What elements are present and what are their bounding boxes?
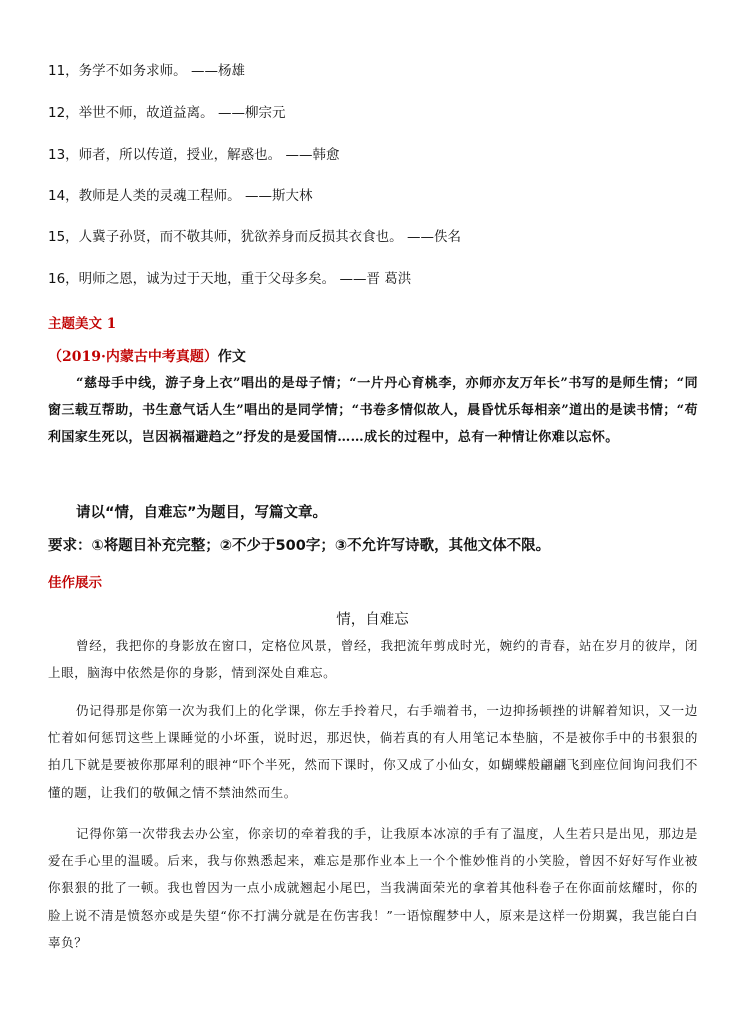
source-line <box>48 346 246 366</box>
quote-line: 13，师者，所以传道，授业，解惑也。 ——韩愈 <box>48 147 340 163</box>
section-heading: 主题美文 1 <box>48 316 117 332</box>
quote-line: 16，明师之恩，诚为过于天地，重于父母多矣。 ——晋 葛洪 <box>48 271 412 287</box>
showcase-heading: 佳作展示 <box>48 575 102 591</box>
intro-paragraph: “慈母手中线，游子身上衣”唱出的是母子情；“一片丹心育桃李，亦师亦友万年长”书写的是师生情；“同窗三载互帮助，书生意气话人生”唱出的是同学情；“书卷多情似故人，晨昏忧乐每相亲”道出的是读书情；“苟利国家生死以，岂因祸福避趋之”抒发的是爱国情……成长的过程中，总有一种情让你难以忘怀。 <box>48 376 698 445</box>
essay-paragraph: 曾经，我把你的身影放在窗口，定格位风景，曾经，我把流年剪成时光，婉约的青春，站在岁月的彼岸，闭上眼，脑海中依然是你的身影，情到深处自难忘。 <box>48 638 698 681</box>
quote-line: 14，教师是人类的灵魂工程师。 ——斯大林 <box>48 188 313 204</box>
source-suffix: 作文 <box>217 349 246 365</box>
essay-paragraph: 记得你第一次带我去办公室，你亲切的牵着我的手，让我原本冰凉的手有了温度，人生若只是出见，那边是爱在手心里的温暖。后来，我与你熟悉起来，难忘是那作业本上一个个惟妙惟肖的小笑脸，曾因不好好写作业被你狠狠的批了一顿。我也曾因为一点小成就翘起小尾巴，当我满面荣光的拿着其他科卷子在你面前炫耀时，你的脸上说不清是愤怒亦或是失望“你不打满分就是在伤害我！”一语惊醒梦中人，原来是这样一份期翼，我岂能白白辜负？ <box>48 826 698 950</box>
prompt-line: 请以“情，自难忘”为题目，写篇文章。 <box>76 505 328 521</box>
requirements-line: 要求：①将题目补充完整；②不少于500字；③不允许写诗歌，其他文体不限。 <box>48 538 551 554</box>
quote-line: 11，务学不如务求师。 ——杨雄 <box>48 63 245 79</box>
essay-title: 情，自难忘 <box>336 612 409 628</box>
source-label: （2019·内蒙古中考真题） <box>48 349 218 365</box>
quote-line: 12，举世不师，故道益离。 ——柳宗元 <box>48 105 286 121</box>
quote-line: 15，人冀子孙贤，而不敬其师，犹欲养身而反损其衣食也。 ——佚名 <box>48 229 461 245</box>
essay-paragraph: 仍记得那是你第一次为我们上的化学课，你左手拎着尺，右手端着书，一边抑扬顿挫的讲解着知识，又一边忙着如何惩罚这些上课睡觉的小坏蛋，说时迟，那迟快，倘若真的有人用笔记本垫脑，不是被你手中的书狠狠的拍几下就是要被你那犀利的眼神“吓个半死，然而下课时，你又成了小仙女，如蝴蝶般翩翩飞到座位间询问我们不懂的题，让我们的敬佩之情不禁油然而生。 <box>48 703 698 800</box>
